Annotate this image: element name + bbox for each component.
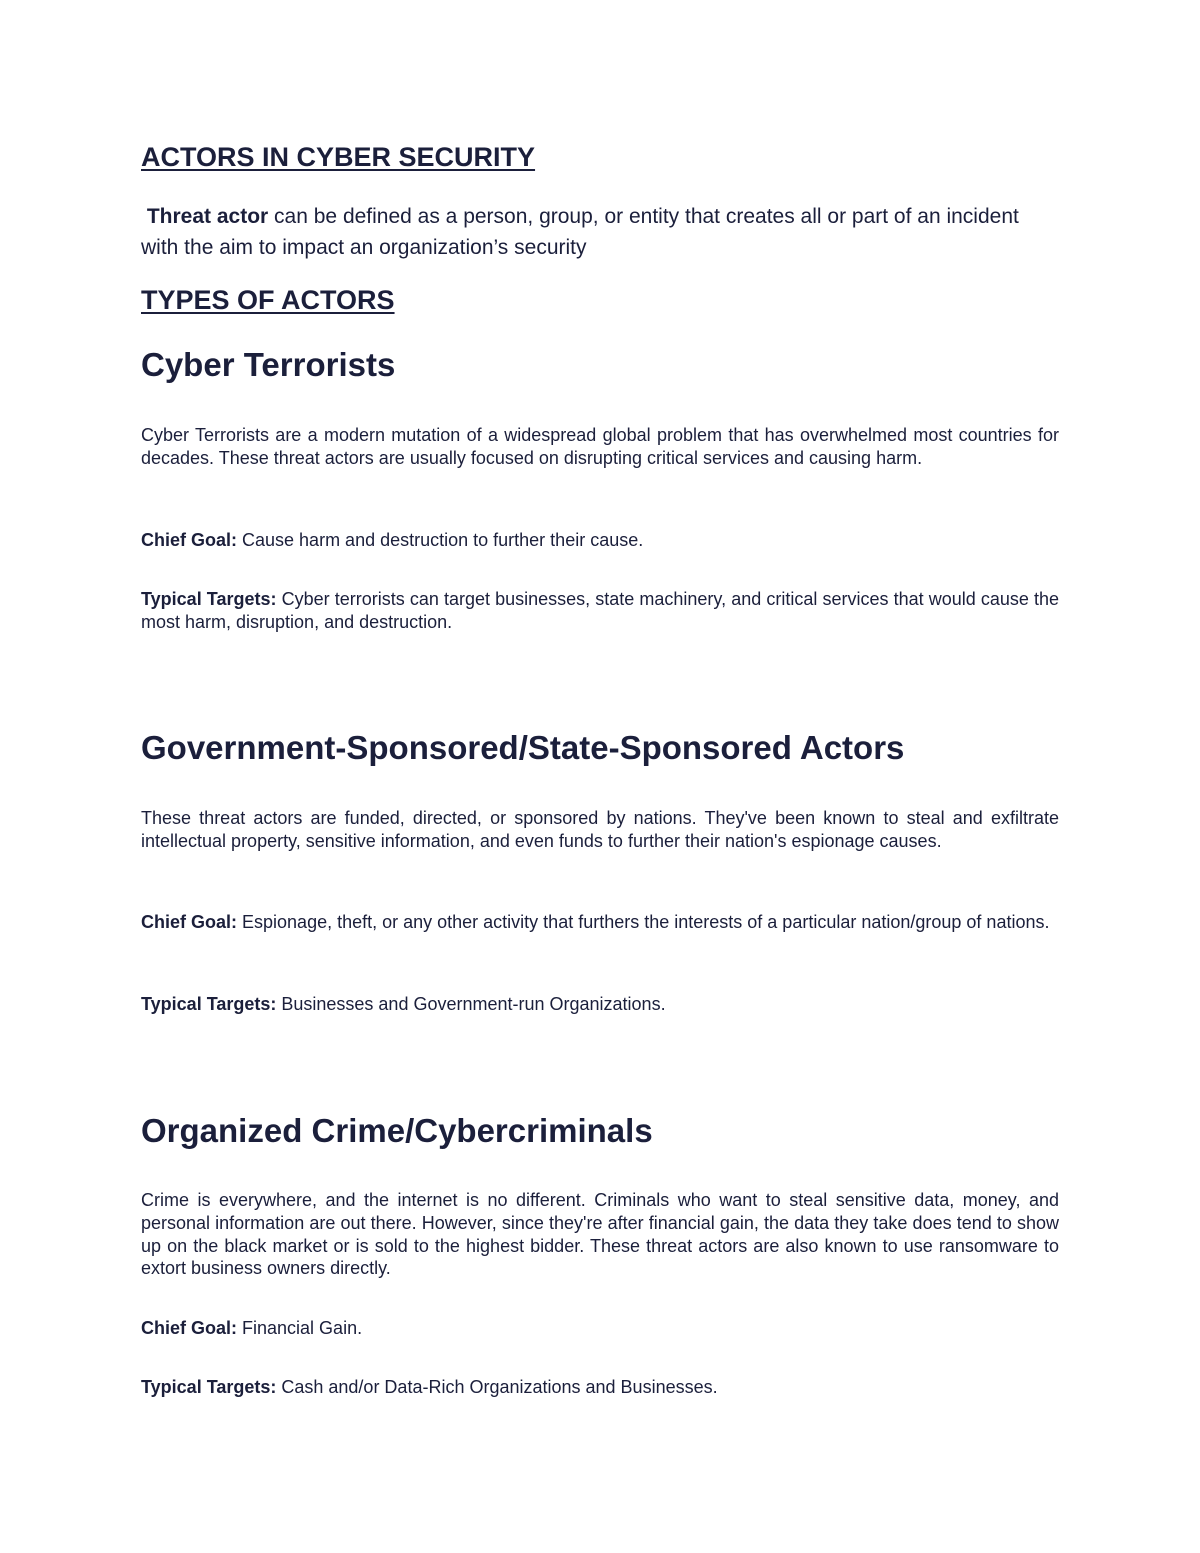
section-description: Crime is everywhere, and the internet is no different. Criminals who want to steal sensitive data, money, and personal information are out there. However, since they're after financial gain, the data they take does tend to show up on the black market or is sold to the highest bidder. These threat actors are also known to use ransomware to extort business owners directly. xyxy=(141,1190,1059,1279)
typical-targets xyxy=(141,993,1059,1016)
intro-text: can be defined as a person, group, or entity that creates all or part of an incident with the aim to impact an organization’s security xyxy=(141,205,1019,259)
chief-goal-text: Cause harm and destruction to further their cause. xyxy=(237,530,644,550)
chief-goal-text: Financial Gain. xyxy=(237,1318,363,1338)
typical-targets-label: Typical Targets: xyxy=(141,1377,277,1397)
chief-goal xyxy=(141,529,1059,552)
typical-targets-text: Businesses and Government-run Organizations. xyxy=(276,994,666,1014)
section-description: These threat actors are funded, directed, or sponsored by nations. They've been known to steal and exfiltrate intellectual property, sensitive information, and even funds to further their nation's espionage causes. xyxy=(141,808,1059,851)
section-heading: Organized Crime/Cybercriminals xyxy=(141,1112,653,1149)
typical-targets-text: Cyber terrorists can target businesses, state machinery, and critical services that would cause the most harm, disruption, and destruction. xyxy=(141,589,1060,632)
section-heading: Cyber Terrorists xyxy=(141,346,396,383)
chief-goal-label: Chief Goal: xyxy=(141,530,238,550)
chief-goal xyxy=(141,911,1059,934)
chief-goal-text: Espionage, theft, or any other activity that furthers the interests of a particular nation/group of nations. xyxy=(237,912,1050,932)
section-description: Cyber Terrorists are a modern mutation of a widespread global problem that has overwhelmed most countries for decades. These threat actors are usually focused on disrupting critical services and causing harm. xyxy=(141,425,1059,468)
document-title: ACTORS IN CYBER SECURITY xyxy=(141,142,536,172)
typical-targets xyxy=(141,1376,1059,1399)
typical-targets xyxy=(141,588,1059,634)
typical-targets-label: Typical Targets: xyxy=(141,994,277,1014)
typical-targets-label: Typical Targets: xyxy=(141,589,277,609)
chief-goal xyxy=(141,1317,1059,1340)
section-heading: Government-Sponsored/State-Sponsored Actors xyxy=(141,729,905,766)
chief-goal-label: Chief Goal: xyxy=(141,912,238,932)
intro-term: Threat actor xyxy=(146,205,269,228)
intro-paragraph xyxy=(141,201,1059,263)
chief-goal-label: Chief Goal: xyxy=(141,1318,238,1338)
types-heading: TYPES OF ACTORS xyxy=(141,285,395,315)
typical-targets-text: Cash and/or Data-Rich Organizations and Businesses. xyxy=(276,1377,718,1397)
